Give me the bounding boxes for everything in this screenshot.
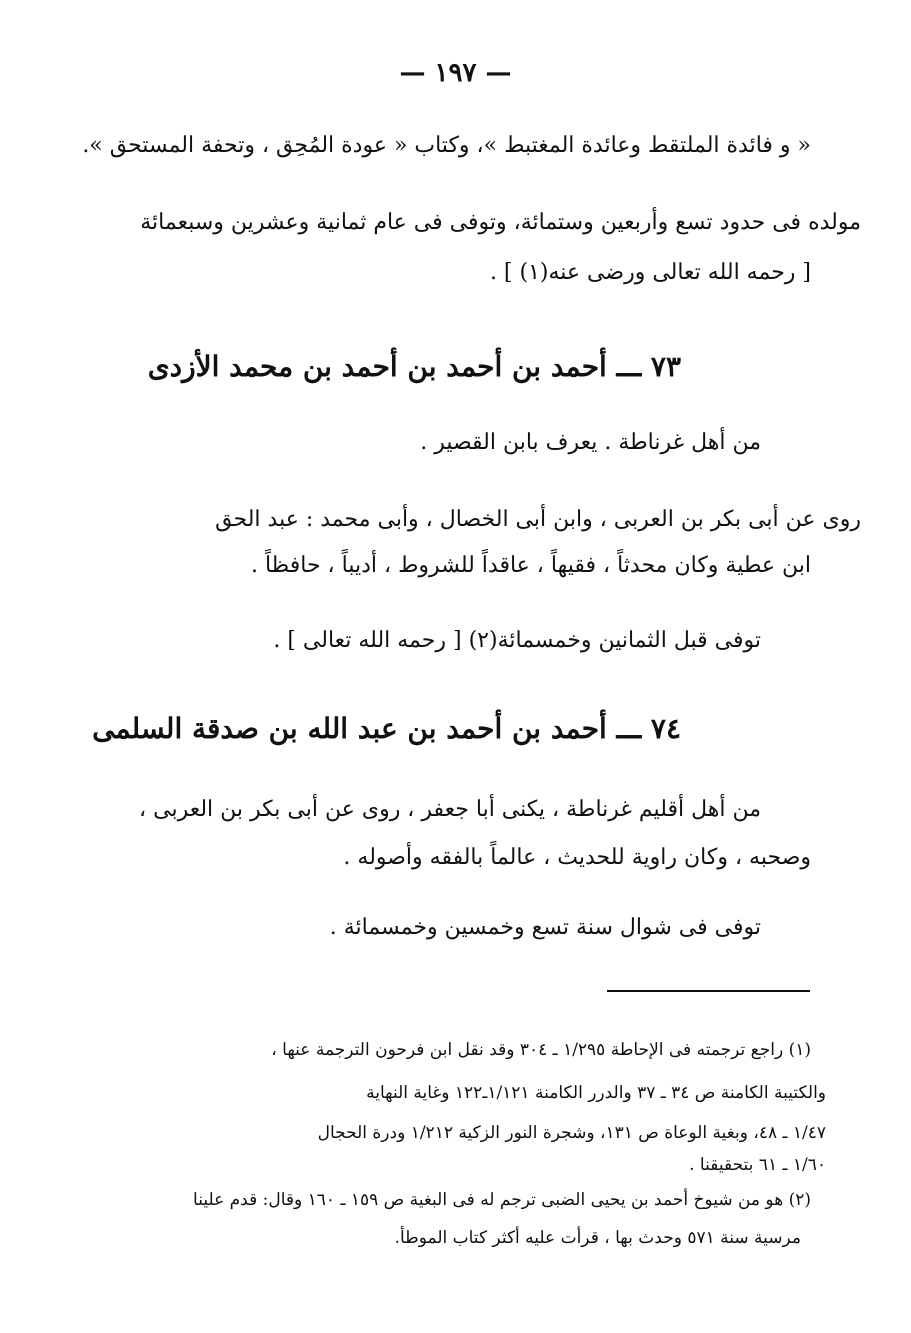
entry-heading: ٧٣ ـــ أحمد بن أحمد بن أحمد بن محمد الأزدى: [147, 350, 681, 383]
entry-text-line: من أهل أقليم غرناطة ، يكنى أبا جعفر ، روى عن أبى بكر بن العربى ،: [139, 797, 761, 822]
entry-text-line: توفى قبل الثمانين وخمسمائة(٢) [ رحمه الله تعالى ] .: [273, 628, 761, 653]
entry-text-line: روى عن أبى بكر بن العربى ، وابن أبى الخصال ، وأبى محمد : عبد الحق: [215, 507, 861, 532]
continued-text-line: « و فائدة الملتقط وعائدة المغتبط »، وكتاب « عودة المُحِق ، وتحفة المستحق ».: [82, 133, 811, 158]
footnote-line: (١) راجع ترجمته فى الإحاطة ١/٢٩٥ ـ ٣٠٤ وقد نقل ابن فرحون الترجمة عنها ،: [271, 1040, 811, 1060]
footnote-line: مرسية سنة ٥٧١ وحدث بها ، قرأت عليه أكثر كتاب الموطأ.: [394, 1228, 801, 1248]
page-number: — ١٩٧ —: [399, 58, 512, 88]
entry-text-line: ابن عطية وكان محدثاً ، فقيهاً ، عاقداً للشروط ، أديباً ، حافظاً .: [250, 553, 811, 578]
footnote-line: والكتيبة الكامنة ص ٣٤ ـ ٣٧ والدرر الكامنة ١/١٢١ـ١٢٢ وغاية النهاية: [366, 1083, 826, 1103]
footnote-separator: [607, 990, 810, 992]
entry-heading: ٧٤ ـــ أحمد بن أحمد بن عبد الله بن صدقة السلمى: [92, 712, 681, 745]
footnote-line: ١/٤٧ ـ ٤٨، وبغية الوعاة ص ١٣١، وشجرة النور الزكية ١/٢١٢ ودرة الحجال: [317, 1123, 826, 1143]
continued-text-line: مولده فى حدود تسع وأربعين وستمائة، وتوفى فى عام ثمانية وعشرين وسبعمائة: [140, 210, 861, 235]
footnote-line: (٢) هو من شيوخ أحمد بن يحيى الضبى ترجم له فى البغية ص ١٥٩ ـ ١٦٠ وقال: قدم علينا: [193, 1190, 811, 1210]
entry-text-line: وصحبه ، وكان راوية للحديث ، عالماً بالفقه وأصوله .: [343, 845, 811, 870]
entry-text-line: من أهل غرناطة . يعرف بابن القصير .: [420, 430, 761, 455]
continued-text-line: [ رحمه الله تعالى ورضى عنه(١) ] .: [489, 260, 811, 285]
entry-text-line: توفى فى شوال سنة تسع وخمسين وخمسمائة .: [329, 915, 761, 940]
footnote-line: ١/٦٠ ـ ٦١ بتحقيقنا .: [689, 1155, 826, 1175]
